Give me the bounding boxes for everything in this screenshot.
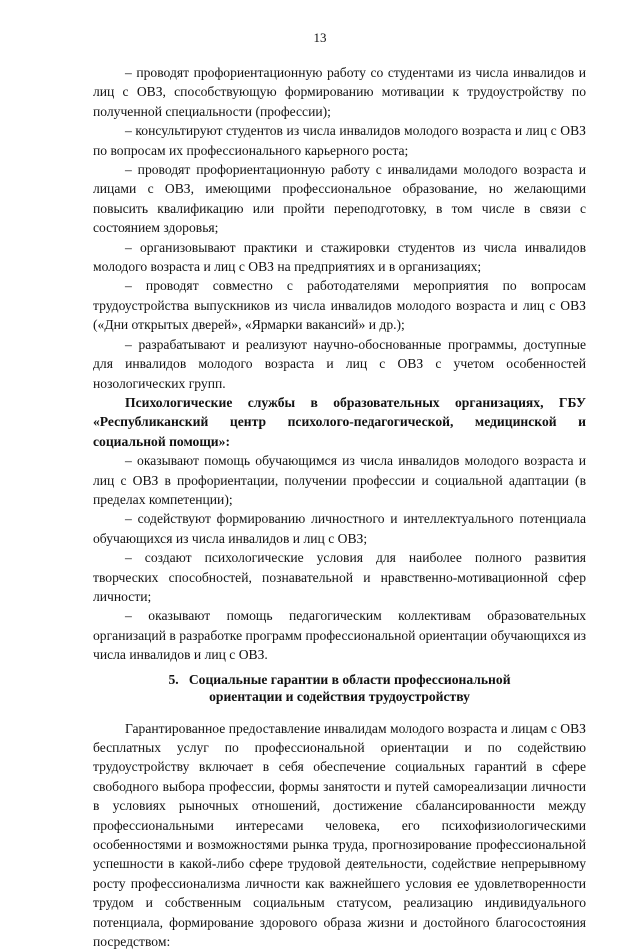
list-item: – проводят профориентационную работу с инвалидами молодого возраста и лицами с ОВЗ, имеющими профессиональное образование, но желающими повысить квалификацию или пройти переподготовку, в том числе в связи с состоянием здоровья; bbox=[93, 162, 586, 236]
list-item: – разрабатывают и реализуют научно-обоснованные программы, доступные для инвалидов молодого возраста и лиц с ОВЗ с учетом особенностей нозологических групп. bbox=[93, 336, 586, 391]
list-item: – проводят профориентационную работу со студентами из числа инвалидов и лиц с ОВЗ, способствующую формированию мотивации к трудоустройству по полученной специальности (профессии); bbox=[93, 65, 586, 119]
list-item: – проводят совместно с работодателями мероприятия по вопросам трудоустройства выпускников из числа инвалидов молодого возраста и лиц с ОВЗ («Дни открытых дверей», «Ярмарки вакансий» и др.); bbox=[93, 278, 586, 333]
page-number: 13 bbox=[313, 30, 327, 45]
body-paragraph: Гарантированное предоставление инвалидам молодого возраста и лицам с ОВЗ бесплатных услуг по профессиональной ориентации и по содействию трудоустройству включает в себя обеспечение социальных гарантий в сфере свободного выбора профессии, формы занятости и путей самореализации личности в условиях рыночных отношений, достижение сбалансированности между профессиональными интересами человека, его психофизиологическими особенностями и возможностями рынка труда, прогнозирование профессиональной успешности в какой-либо сфере трудовой деятельности, содействие непрерывному росту профессионализма личности как важнейшего условия ее удовлетворенности трудом и собственным социальным статусом, реализацию индивидуального потенциала, формирование здорового образа жизни и достойного благосостояния посредством: bbox=[93, 720, 586, 950]
section-title-line-1: 5. Социальные гарантии в области профессиональной bbox=[168, 671, 511, 687]
list-item: – содействуют формированию личностного и интеллектуального потенциала обучающихся из числа инвалидов и лиц с ОВЗ; bbox=[93, 511, 586, 546]
section-title-line-2: ориентации и содействия трудоустройству bbox=[209, 688, 470, 704]
list-item: – консультируют студентов из числа инвалидов молодого возраста и лиц с ОВЗ по вопросам их профессионального карьерного роста; bbox=[93, 123, 586, 158]
list-item: – организовывают практики и стажировки студентов из числа инвалидов молодого возраста и лиц с ОВЗ на предприятиях и в организациях; bbox=[93, 239, 586, 275]
section-title bbox=[93, 671, 586, 705]
list-item: – оказывают помощь педагогическим коллективам образовательных организаций в разработке программ профессиональной ориентации обучающихся из числа инвалидов и лиц с ОВЗ. bbox=[93, 608, 586, 663]
page-content bbox=[93, 63, 586, 951]
list-item: – создают психологические условия для наиболее полного развития творческих способностей, познавательной и нравственно-мотивационной сфер личности; bbox=[93, 550, 586, 604]
psych-services-heading: Психологические службы в образовательных организациях, ГБУ «Республиканский центр психолого-педагогической, медицинской и социальной помощи»: bbox=[93, 394, 586, 449]
list-item: – оказывают помощь обучающимся из числа инвалидов молодого возраста и лиц с ОВЗ в профориентации, получении профессии и социальной адаптации (в пределах компетенции); bbox=[93, 453, 586, 507]
